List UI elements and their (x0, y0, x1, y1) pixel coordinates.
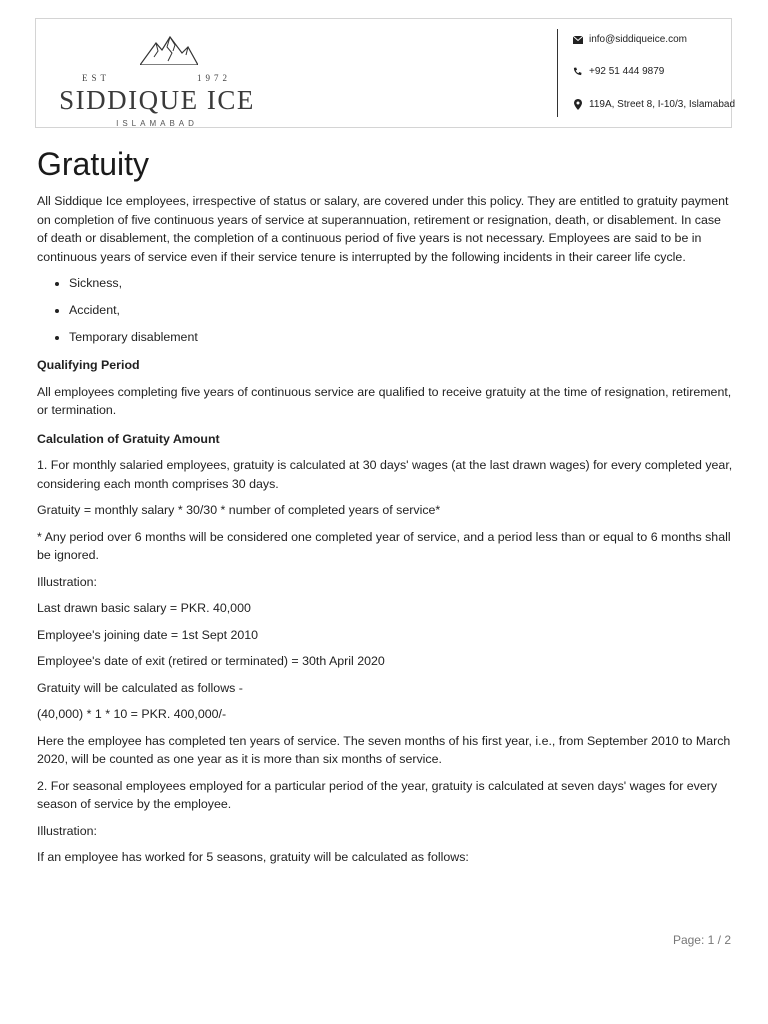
map-pin-icon (572, 99, 583, 110)
logo-city-text: ISLAMABAD (116, 119, 198, 128)
mountain-icon (140, 35, 198, 65)
contact-divider (557, 29, 558, 117)
list-item: • Sickness, (69, 274, 734, 292)
email-text[interactable]: info@siddiqueice.com (589, 34, 687, 45)
joining-line: Employee's joining date = 1st Sept 2010 (37, 627, 259, 642)
formula-note: * Any period over 6 months will be considered one completed year of service, and a period less than or equal to 6 months shall be ignored. (37, 529, 731, 562)
calc-intro-line: Gratuity will be calculated as follows - (37, 680, 243, 695)
logo-est-text: EST (82, 73, 111, 83)
monthly-paragraph: 1. For monthly salaried employees, gratuity is calculated at 30 days' wages (at the last drawn wages) for every completed year, considering each month comprises 30 days. (37, 458, 733, 491)
phone-text[interactable]: +92 51 444 9879 (589, 66, 665, 77)
company-logo (52, 35, 262, 128)
seasonal-intro-line: If an employee has worked for 5 seasons, gratuity will be calculated as follows: (37, 850, 469, 864)
calc-result-line: (40,000) * 1 * 10 = PKR. 400,000/- (37, 707, 227, 721)
address-text: 119A, Street 8, I-10/3, Islamabad (589, 99, 736, 110)
illustration-label-2: Illustration: (37, 823, 97, 838)
logo-year-text: 1972 (197, 73, 231, 83)
intro-paragraph: All Siddique Ice employees, irrespective of status or salary, are covered under this policy. They are entitled to gratuity payment on completion of five continuous years of service at superannuation, retirement or resignation, death, or disablement. In case of death or disablement, the completion of a continuous period of five years is not necessary. Employees are said to be in continuous years of service even if their service tenure is interrupted by the following incidents in their career life cycle. (37, 194, 729, 264)
policy-body (37, 192, 734, 875)
calculation-heading: Calculation of Gratuity Amount (37, 431, 220, 446)
list-item: • Temporary disablement (69, 328, 734, 346)
qualifying-paragraph: All employees completing five years of continuous service are qualified to receive gratuity at the time of resignation, retirement, or termination. (37, 384, 732, 417)
contact-address (572, 99, 735, 110)
logo-company-name: SIDDIQUE ICE (59, 85, 255, 115)
phone-icon (572, 66, 583, 77)
envelope-icon (572, 34, 583, 45)
contact-email[interactable] (572, 34, 687, 45)
letterhead (35, 18, 736, 128)
explanation-paragraph: Here the employee has completed ten years of service. The seven months of his first year, i.e., from September 2010 to March 2020, will be counted as one year as it is more than six months of service. (37, 733, 731, 766)
illustration-label: Illustration: (37, 574, 97, 589)
qualifying-heading: Qualifying Period (37, 358, 140, 372)
salary-line: Last drawn basic salary = PKR. 40,000 (37, 601, 251, 615)
contact-phone[interactable] (572, 66, 664, 77)
exit-line: Employee's date of exit (retired or terminated) = 30th April 2020 (37, 654, 385, 668)
page-number: Page: 1 / 2 (672, 933, 731, 947)
gratuity-formula: Gratuity = monthly salary * 30/30 * number of completed years of service* (37, 503, 441, 517)
seasonal-paragraph: 2. For seasonal employees employed for a particular period of the year, gratuity is calculated at seven days' wages for every season of service by the employee. (37, 778, 718, 811)
page-title: Gratuity (37, 146, 150, 182)
incident-list (37, 274, 734, 346)
list-item: • Accident, (69, 301, 734, 319)
